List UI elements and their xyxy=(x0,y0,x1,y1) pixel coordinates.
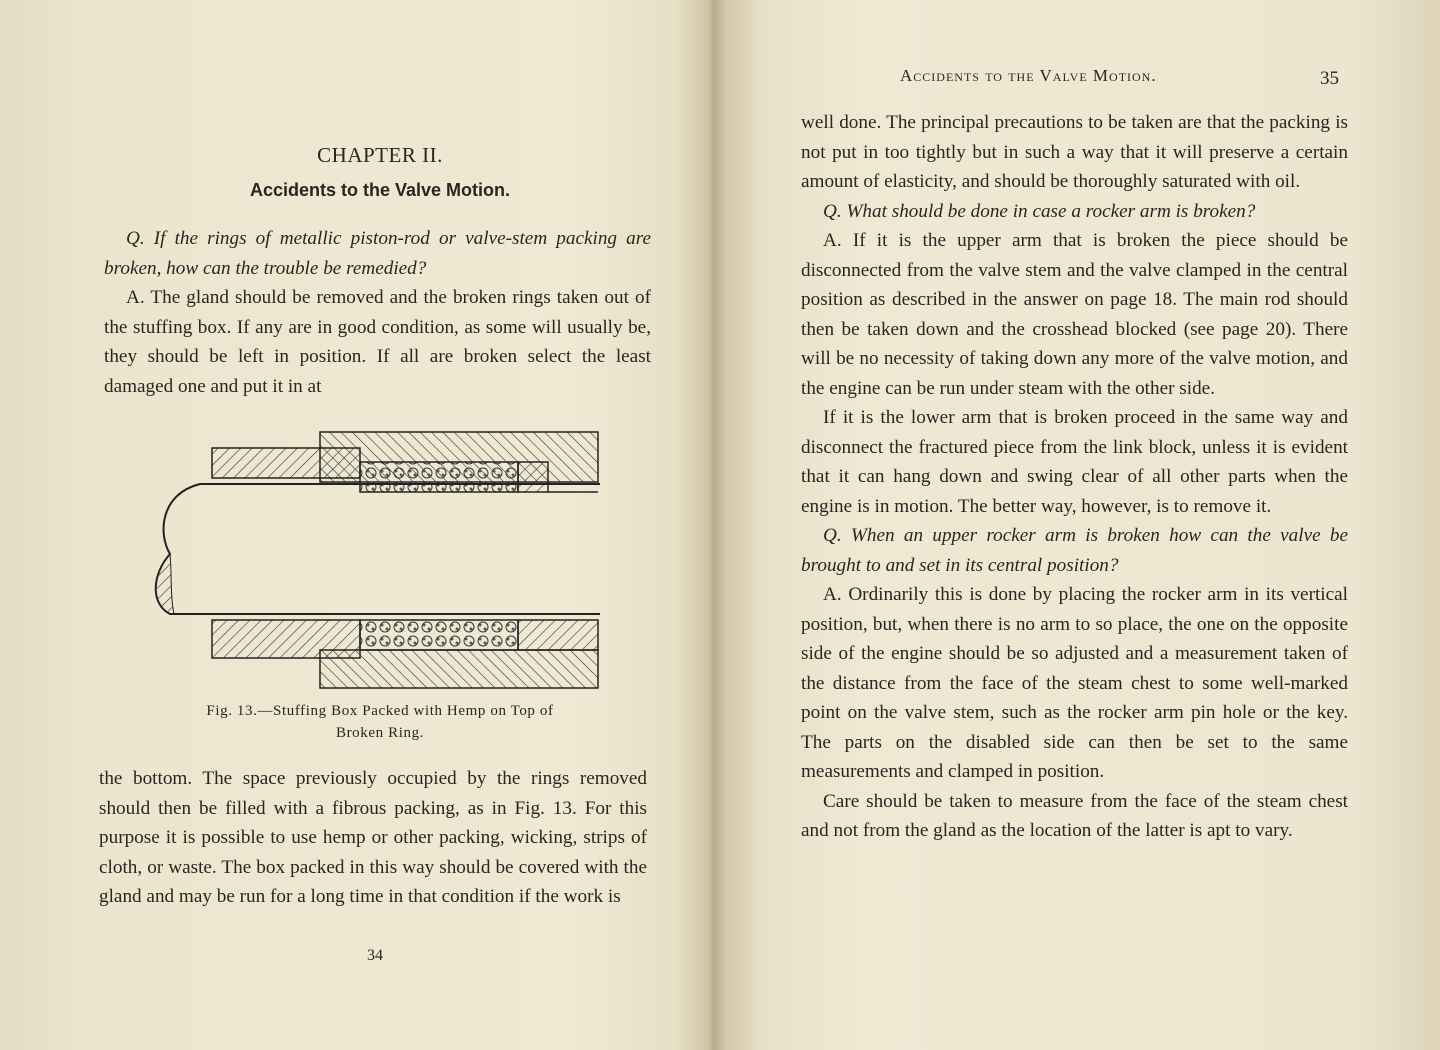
left-page xyxy=(0,0,705,1050)
page-number-left: 34 xyxy=(367,947,383,964)
chapter-title: Accidents to the Valve Motion. xyxy=(249,180,511,200)
figure-caption xyxy=(110,700,650,744)
answer-1-part-1: A. The gland should be removed and the broken rings taken out of the stuffing box. If any are in good condition, as some will usually be, they should be left in position. If all are broken select the least damaged one and put it in at xyxy=(104,287,651,397)
answer-3: A. Ordinarily this is done by placing the rocker arm in its vertical position, but, when there is no arm to so place, the one on the opposite side of the engine should be so adjusted and a measurement taken of the distance from the face of the steam chest to some well-marked point on the valve stem, such as the rocker arm pin hole or the key. The parts on the disabled side can then be set to the same measurements and clamped in position. xyxy=(801,584,1348,782)
question-2: Q. What should be done in case a rocker arm is broken? xyxy=(823,200,1256,222)
paragraph-1: well done. The principal precautions to be taken are that the packing is not put in too tightly but in such a way that it will preserve a certain amount of elasticity, and should be thoroughly saturated with oil. xyxy=(801,112,1348,192)
right-text xyxy=(801,108,1348,846)
answer-1-part-2: the bottom. The space previously occupied by the rings removed should then be filled with a fibrous packing, as in Fig. 13. For this purpose it is possible to use hemp or other packing, wicking, strips of cloth, or waste. The box packed in this way should be covered with the gland and may be run for a long time in that condition if the work is xyxy=(99,768,647,907)
running-head: Accidents to the Valve Motion. xyxy=(900,66,1157,85)
figure-caption-line-2: Broken Ring. xyxy=(335,725,425,741)
figure-caption-line-1: Fig. 13.—Stuffing Box Packed with Hemp on Top of xyxy=(206,703,554,719)
chapter-heading: CHAPTER II. xyxy=(317,143,443,167)
question-3: Q. When an upper rocker arm is broken how can the valve be brought to and set in its central position? xyxy=(801,525,1348,576)
answer-2: A. If it is the upper arm that is broken the piece should be disconnected from the valve stem and the valve clamped in the central position as described in the answer on page 18. The main rod should then be taken down and the crosshead blocked (see page 20). There will be no necessity of taking down any more of the valve motion, and the engine can be run under steam with the other side. xyxy=(801,230,1348,399)
question-1: Q. If the rings of metallic piston-rod or valve-stem packing are broken, how can the trouble be remedied? xyxy=(104,228,651,279)
left-text-top xyxy=(104,224,651,401)
stuffing-box-figure xyxy=(140,424,610,694)
page-number-right: 35 xyxy=(1320,68,1339,89)
paragraph-5: Care should be taken to measure from the face of the steam chest and not from the gland as the location of the latter is apt to vary. xyxy=(801,790,1348,841)
paragraph-3: If it is the lower arm that is broken proceed in the same way and disconnect the fractured piece from the link block, unless it is evident that it can hang down and swing clear of all other parts when the engine is in motion. The better way, however, is to remove it. xyxy=(801,407,1348,517)
right-page xyxy=(720,0,1440,1050)
left-text-bottom xyxy=(99,764,647,912)
